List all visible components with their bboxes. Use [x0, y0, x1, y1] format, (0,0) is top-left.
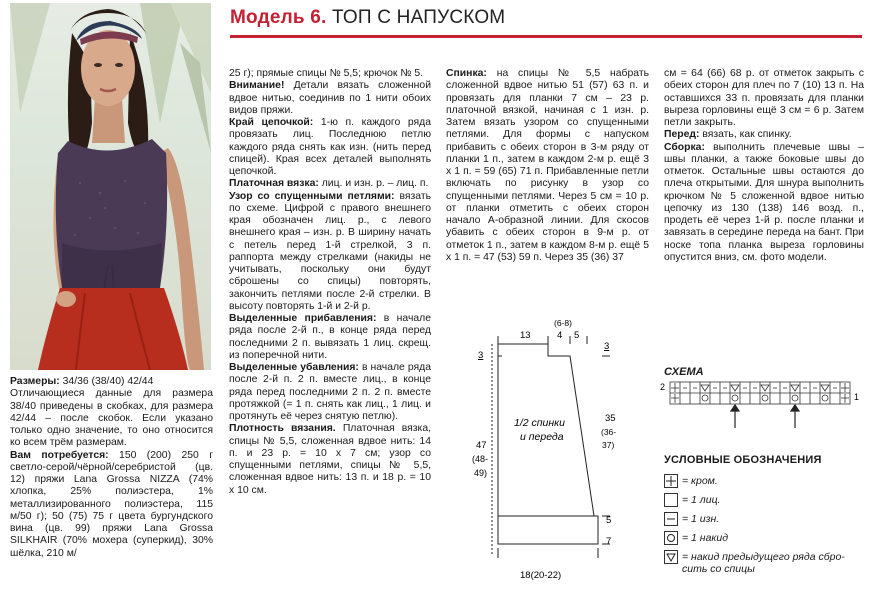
dim-right-36: (36- [601, 427, 617, 437]
part-label-1: 1/2 спинки [514, 417, 565, 429]
gauge-text: Платочная вязка, спицы № 5,5, сложенная вдвое нить: 14 п. и 23 р. = 10 x 7 см; узор со спущенными петлями, спицы № 5,5, сложенная вдвое нить: 13 п. и 18 р. = 10 x 10 см. [229, 423, 431, 496]
pattern-schematic [462, 316, 632, 586]
edge-text: 1-ю п. каждого ряда провязать лиц. Последнюю петлю каждого ряда снять как изн. (нить перед спицей). Края всех деталей выполнять цепочкой. [229, 117, 431, 177]
back-label: Спинка: [446, 68, 487, 79]
decrease-label: Выделенные убавления: [229, 362, 359, 373]
dim-right-5: 5 [606, 515, 612, 526]
front-label: Перед: [664, 129, 700, 141]
dim-right-3: 3 [604, 341, 610, 352]
sizes-note: Отличающиеся данные для размера 38/40 приведены в скобках, для размера 42/44 – после скобок. Если указано только одно значение, то оно относится ко всем трём размерам. [10, 388, 213, 449]
dim-top-5: 5 [574, 330, 580, 341]
dropped-label: Узор со спущенными петлями: [229, 190, 395, 202]
legend-edge-text: = кром. [682, 475, 718, 487]
yarn-over-icon [664, 531, 678, 545]
drop-stitch-icon [664, 550, 678, 564]
column-instructions-2 [446, 68, 649, 264]
dim-top-4: 4 [557, 330, 563, 341]
gauge-label: Плотность вязания. [229, 423, 336, 435]
model-photo [10, 3, 211, 370]
materials-text: 150 (200) 250 г светло-серой/чёрной/серебристой (цв. 12) пряжи Lana Grossa NIZZA (74% хлопка, 25% полиэстера, 1% металлизированного полиэстера, 115 м/50 г); 50 (75) 75 г цвета бургундского вина (цв. 99) пряжи Lana Grossa SILKHAIR (70% мохера (суперкид), 30% шёлка, 210 м/ [10, 449, 213, 559]
shoulders-text: см = 64 (66) 68 р. от отметок закрыть с обеих сторон для плеч по 7 (10) 13 п. На оставшихся 33 п. провязать для планки выреза горловины ещё 3 см = 6 р. Затем петли закрыть. [664, 68, 864, 128]
column-sizes [10, 376, 213, 560]
title-dot: . [321, 7, 327, 28]
chart-row-1: 1 [854, 392, 860, 402]
dropped-text: вязать по схеме. Цифрой с правого внешнего края обозначен лиц. р., с левого внешнего края – изн. р. В ширину начать с петель перед 1-й стрелкой, 3 п. раппорта между стрелками (накиды не учитывать, поскольку они будут сброшены со спицы) повторять, закончить петлями после 2-й стрелки. В высоту повторять 1-й и 2-й р. [229, 190, 431, 312]
legend-knit-text: = 1 лиц. [682, 494, 721, 506]
attention-text: Детали вязать сложенной вдвое нитью, соединив по 1 нити обоих видов пряжи. [229, 80, 431, 116]
legend-title: УСЛОВНЫЕ ОБОЗНАЧЕНИЯ [664, 454, 822, 466]
assembly-label: Сборка: [664, 141, 705, 153]
legend-purl-text: = 1 изн. [682, 513, 720, 525]
column-instructions-3 [664, 68, 864, 264]
decrease-text: в начале ряда после 2-й п. 2 п. вместе лиц., в конце ряда перед последними 2 п. 2 п. вместе протяжкой (= 1 п. снять как лиц., 1 лиц. и протянуть её через снятую петлю). [229, 362, 431, 422]
legend-drop-text-2: сить со спицы [682, 563, 755, 575]
needles-text: 25 г); прямые спицы № 5,5; крючок № 5. [229, 68, 424, 79]
legend-drop-text-1: = накид предыдущего ряда сбро- [682, 551, 845, 563]
edge-label: Край цепочкой: [229, 117, 314, 128]
legend-yo-text: = 1 накид [682, 532, 729, 544]
dim-right-37: 37) [602, 440, 615, 450]
knit-stitch-icon [664, 493, 678, 507]
materials-label: Вам потребуется: [10, 449, 109, 461]
header-rule [230, 35, 862, 38]
dim-top-13: 13 [520, 330, 531, 341]
garter-label: Платочная вязка: [229, 178, 319, 190]
dim-right-35: 35 [605, 413, 616, 424]
purl-stitch-icon [664, 512, 678, 526]
edge-stitch-icon [664, 474, 678, 488]
schema-title: СХЕМА [664, 366, 704, 378]
model-number: Модель 6 [230, 7, 322, 28]
assembly-text: выполнить плечевые швы – швы планки, а также боковые швы до отметок. Остальные швы остаются до плеча открытыми. Для шнура выполнить крючком № 5 сложенной вдвое нитью цепочку из 130 (138) 146 возд. п., продеть её через 1-й р. после планки и завязать в середине переда на бант. При носке топа планка выреза горловины опустится вниз, см. фото модели. [664, 141, 864, 263]
dim-left-47: 47 [476, 440, 487, 451]
dim-left-48: (48- [472, 454, 489, 464]
dim-bottom: 18(20-22) [520, 570, 562, 581]
sizes-label: Размеры: [10, 376, 60, 387]
part-label-2: и переда [520, 431, 564, 443]
column-instructions-1 [229, 68, 431, 497]
back-text: на спицы № 5,5 набрать сложенной вдвое нитью 51 (57) 63 п. и провязать для планки 7 см – 23 р. платочной вязкой, начиная с 1 изн. р. Затем вязать узором со спущенными петлями. Для формы с напуском прибавить с обеих сторон в 3-м ряду от планки 1 п., затем в каждом 2-м р. ещё 3 x 1 п. = 59 (65) 71 п. Прибавленные петли включать по рисунку в узор со спущенными петлями. Через 5 см = 10 р. от планки отметить с обеих сторон начало А-образной линии. Для скосов убавить с обеих сторон в 9-м р. от отметок 1 п., затем в каждом 8-м р. ещё 5 x 1 п. = 47 (53) 59 п. Через 35 (36) 37 [446, 68, 649, 263]
model-illustration [10, 3, 211, 370]
stitch-chart [658, 378, 862, 434]
page-title [230, 7, 505, 29]
dim-top-6-8: (6-8) [554, 318, 572, 328]
sizes-value: 34/36 (38/40) 42/44 [59, 376, 154, 387]
dim-left-3: 3 [478, 350, 484, 361]
attention-label: Внимание! [229, 80, 285, 92]
dim-right-7: 7 [606, 536, 612, 547]
increase-text: в начале ряда после 2-й п., в конце ряда перед последними 2 п. вывязать 1 лиц. скрещ. из поперечной нити. [229, 313, 431, 361]
increase-label: Выделенные прибавления: [229, 313, 377, 324]
pattern-outline [498, 344, 598, 544]
model-title: ТОП С НАПУСКОМ [326, 7, 506, 28]
front-text: вязать, как спинку. [699, 129, 792, 141]
chart-row-2: 2 [660, 382, 666, 392]
garter-text: лиц. и изн. р. – лиц. п. [318, 178, 429, 190]
dim-left-49: 49) [474, 468, 488, 478]
